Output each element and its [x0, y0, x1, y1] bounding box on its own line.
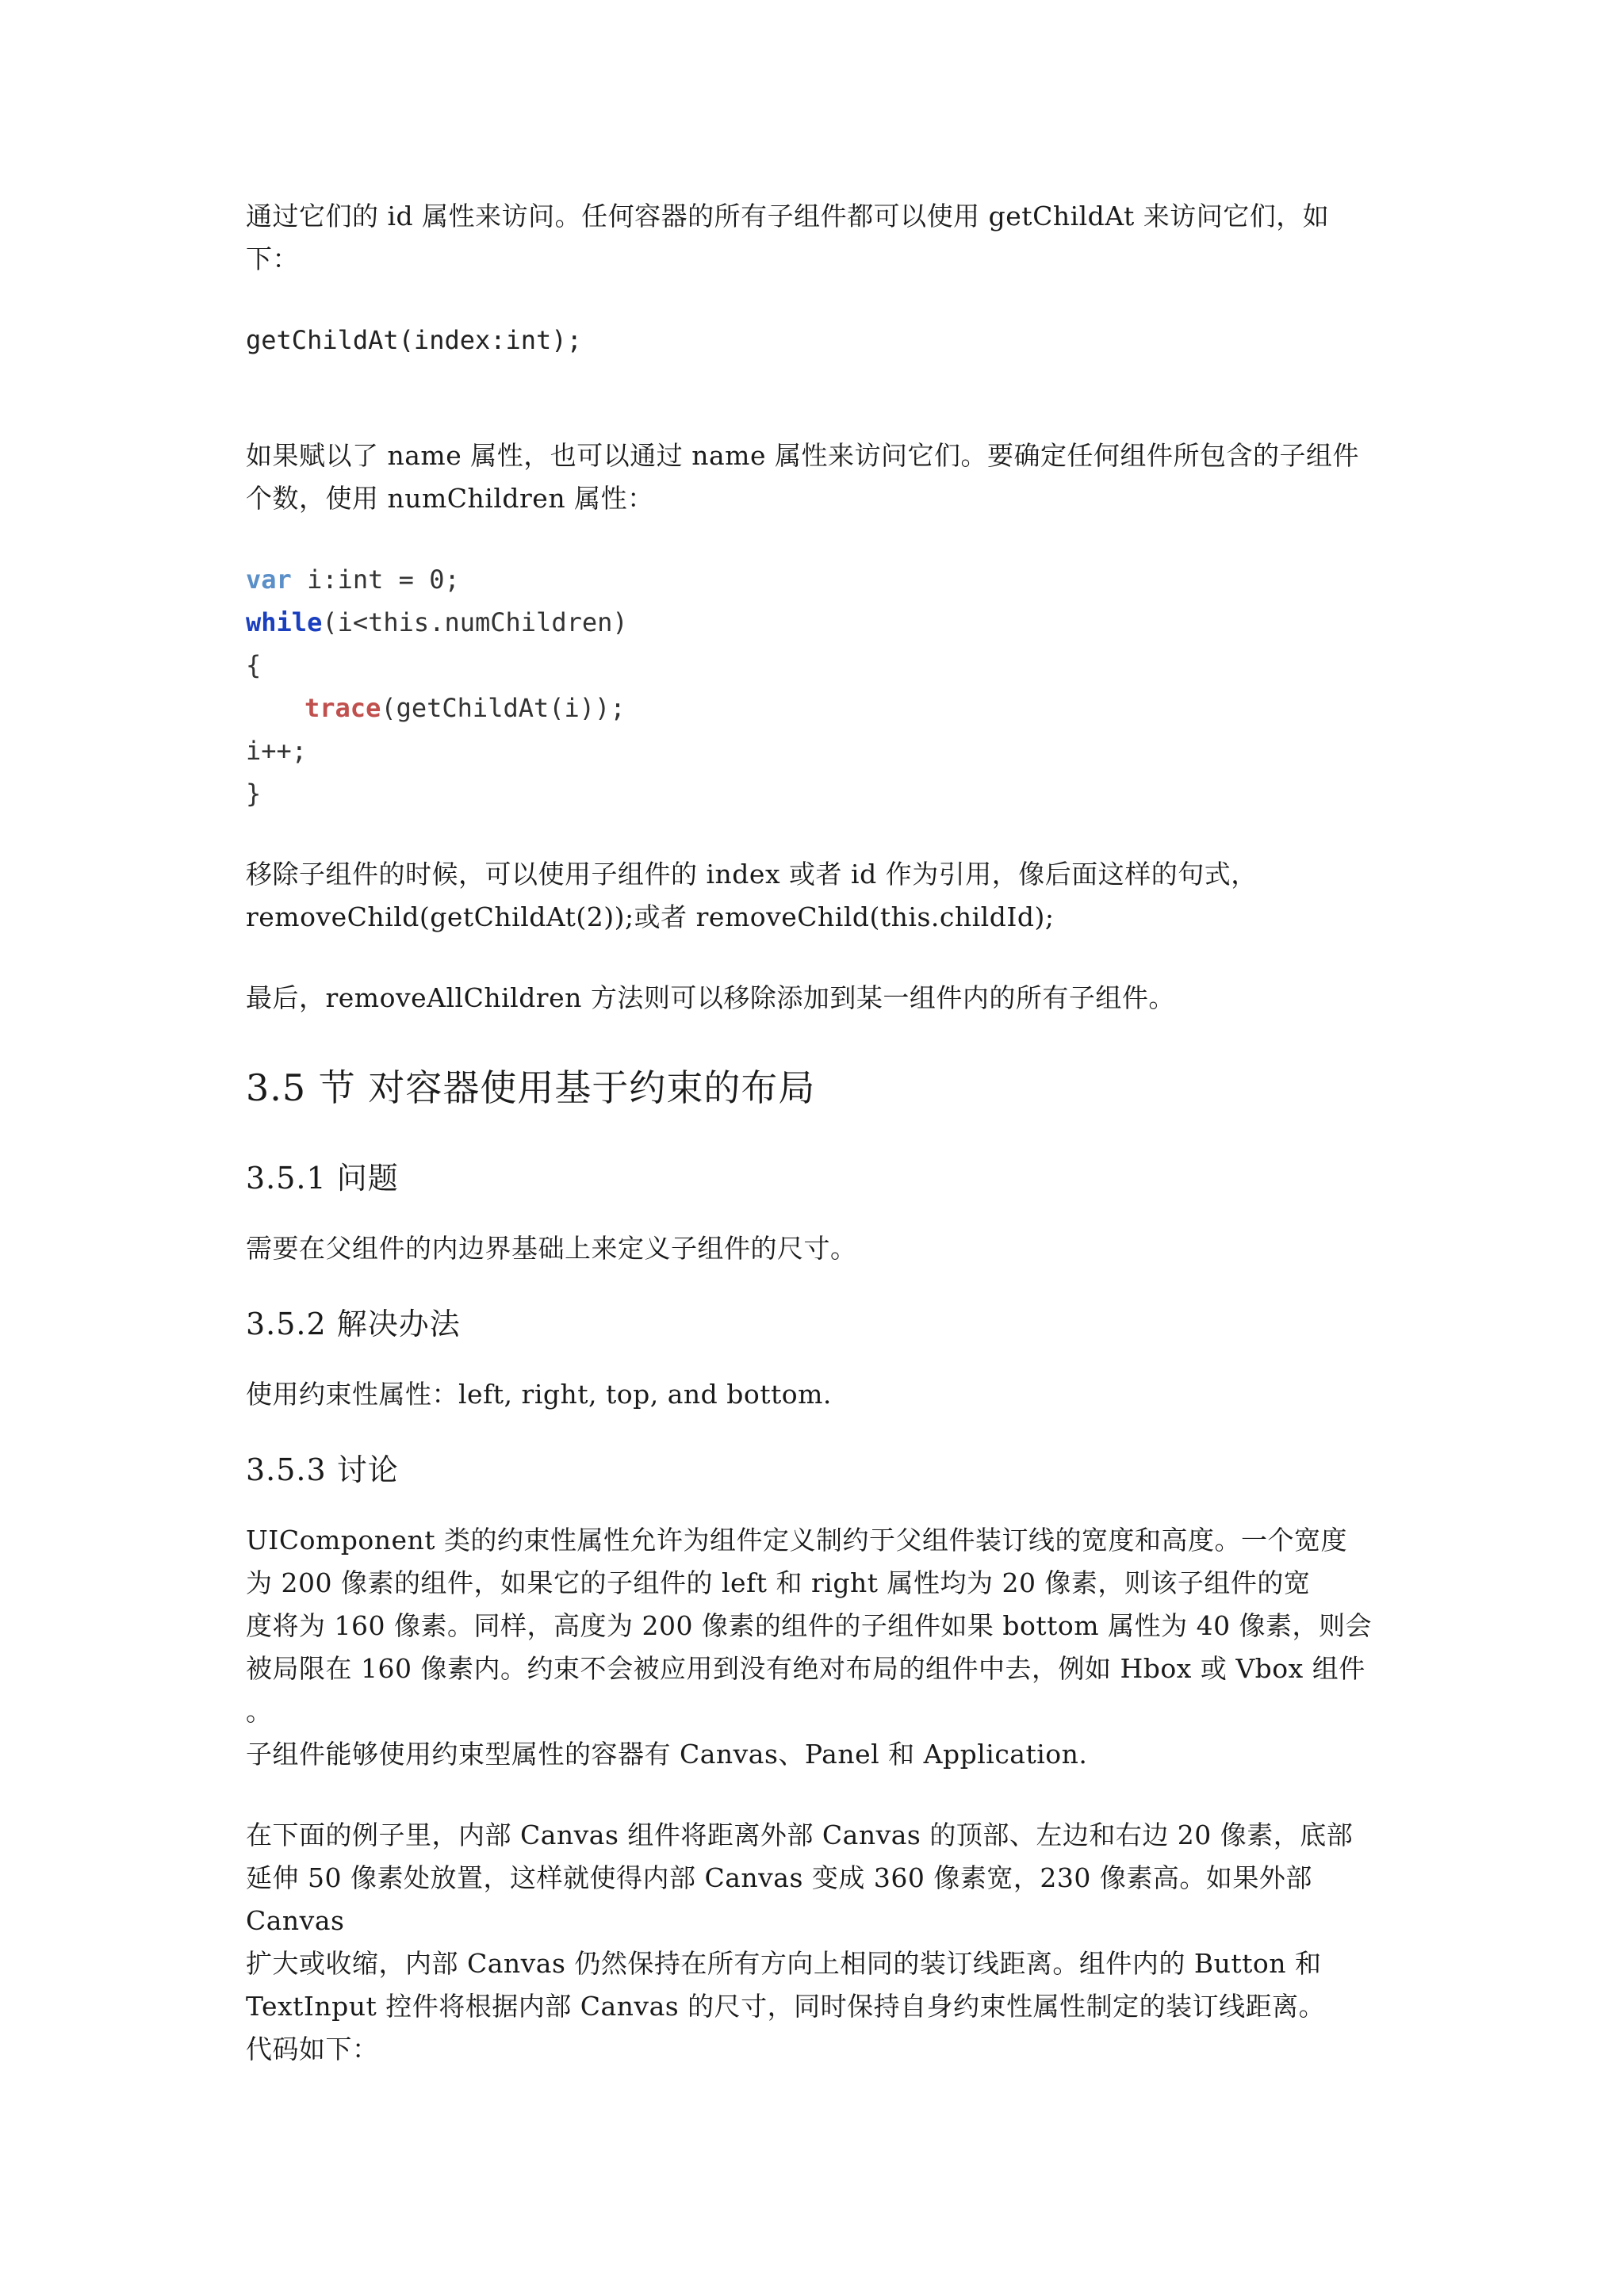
- paragraph-line: 被局限在 160 像素内。约束不会被应用到没有绝对布局的组件中去，例如 Hbox 或 Vbox 组件 。: [246, 1653, 1365, 1727]
- code-line: [246, 687, 1388, 729]
- paragraph-line: 个数，使用 numChildren 属性：: [246, 483, 654, 514]
- code-text: i:int = 0;: [291, 564, 460, 595]
- code-block: [246, 558, 1388, 815]
- paragraph-line: removeChild(getChildAt(2));或者 removeChild(this.childId);: [246, 901, 1055, 932]
- code-line: }: [246, 779, 262, 809]
- code-text: (i<this.numChildren): [322, 607, 628, 637]
- code-line: i++;: [246, 736, 308, 766]
- code-line: {: [246, 650, 262, 680]
- paragraph-line: 度将为 160 像素。同样，高度为 200 像素的组件的子组件如果 bottom 属性为 40 像素，则会: [246, 1610, 1373, 1641]
- code-line: [246, 558, 1388, 601]
- code-snippet: getChildAt(index:int);: [246, 325, 582, 355]
- paragraph-line: 下：: [246, 243, 299, 274]
- paragraph-line: 延伸 50 像素处放置，这样就使得内部 Canvas 变成 360 像素宽，230 像素高。如果外部 Canvas: [246, 1862, 1312, 1936]
- code-text: (getChildAt(i));: [381, 693, 626, 723]
- subsection-title: 3.5.2 解决办法: [246, 1307, 461, 1341]
- paragraph-line: 如果赋以了 name 属性，也可以通过 name 属性来访问它们。要确定任何组件所包含的子组件: [246, 440, 1359, 471]
- paragraph-line: 子组件能够使用约束型属性的容器有 Canvas、Panel 和 Application.: [246, 1739, 1088, 1770]
- paragraph-line: 通过它们的 id 属性来访问。任何容器的所有子组件都可以使用 getChildAt 来访问它们，如: [246, 201, 1330, 232]
- paragraph-line: 最后，removeAllChildren 方法则可以移除添加到某一组件内的所有子组件。: [246, 982, 1175, 1013]
- paragraph-line: TextInput 控件将根据内部 Canvas 的尺寸，同时保持自身约束性属性制定的装订线距离。: [246, 1991, 1326, 2022]
- code-keyword: trace: [304, 693, 381, 723]
- subsection-title: 3.5.3 讨论: [246, 1452, 399, 1487]
- section-title: 3.5 节 对容器使用基于约束的布局: [246, 1066, 816, 1109]
- paragraph-line: 使用约束性属性：left, right, top, and bottom.: [246, 1379, 832, 1410]
- document-content: [246, 195, 1388, 2071]
- paragraph-line: 为 200 像素的组件，如果它的子组件的 left 和 right 属性均为 20 像素，则该子组件的宽: [246, 1567, 1311, 1598]
- paragraph-line: 扩大或收缩，内部 Canvas 仍然保持在所有方向上相同的装订线距离。组件内的 Button 和: [246, 1948, 1322, 1979]
- paragraph-line: 在下面的例子里，内部 Canvas 组件将距离外部 Canvas 的顶部、左边和右边 20 像素，底部: [246, 1820, 1354, 1850]
- paragraph-line: 代码如下：: [246, 2034, 379, 2064]
- code-keyword: while: [246, 607, 323, 637]
- paragraph-line: UIComponent 类的约束性属性允许为组件定义制约于父组件装订线的宽度和高度。一个宽度: [246, 1525, 1348, 1556]
- paragraph-line: 需要在父组件的内边界基础上来定义子组件的尺寸。: [246, 1233, 857, 1264]
- subsection-title: 3.5.1 问题: [246, 1161, 399, 1196]
- code-keyword: var: [246, 564, 292, 595]
- code-line: [246, 601, 1388, 644]
- paragraph-line: 移除子组件的时候，可以使用子组件的 index 或者 id 作为引用，像后面这样的句式，: [246, 859, 1258, 890]
